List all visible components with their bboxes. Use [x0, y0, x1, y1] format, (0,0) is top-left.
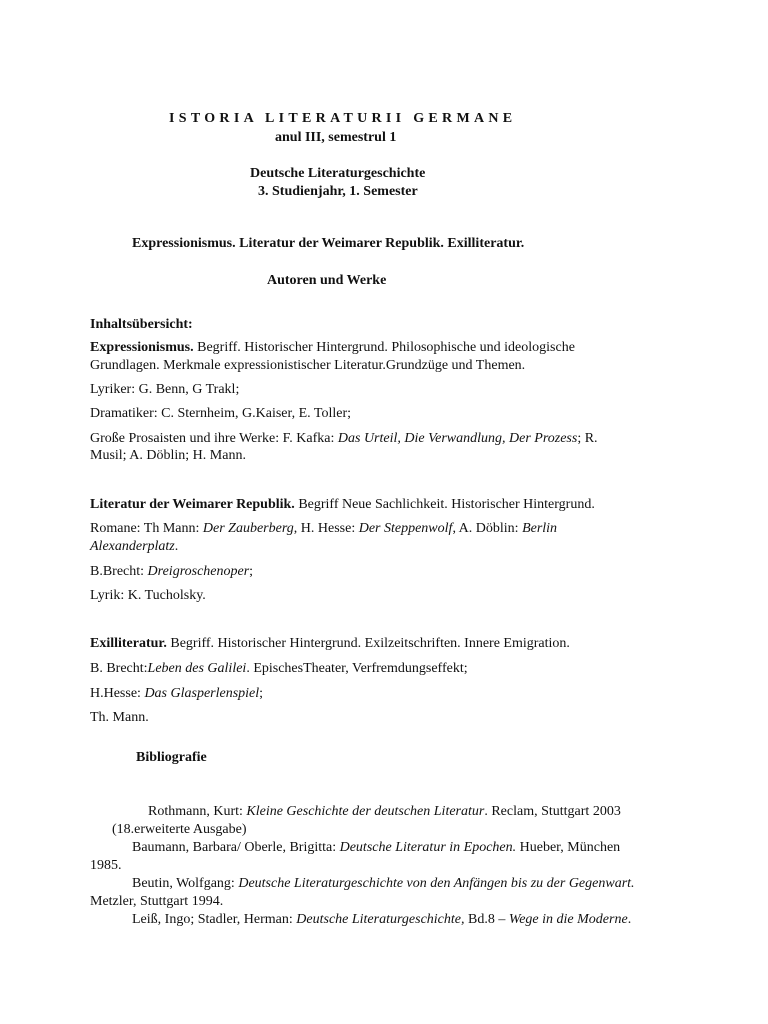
bib-4-author: Leiß, Ingo; Stadler, Herman: — [132, 912, 297, 927]
bib-1-title: Kleine Geschichte der deutschen Literatur — [246, 804, 485, 819]
exil-hesse-label: H.Hesse: — [90, 686, 145, 701]
bib-entry-4-line-1 — [132, 912, 631, 928]
weimar-desc: Begriff Neue Sachlichkeit. Historischer Hintergrund. — [294, 497, 595, 512]
bibliography-label: Bibliografie — [136, 750, 207, 765]
work-zauberberg: Der Zauberberg — [202, 521, 294, 536]
overview-label: Inhaltsübersicht: — [90, 317, 193, 332]
bib-3-title: Deutsche Literaturgeschichte von den Anfängen bis zu der Gegenwart. — [238, 876, 635, 891]
exil-mann: Th. Mann. — [90, 710, 149, 725]
bib-2-cont: 1985. — [90, 858, 122, 873]
document-subtitle: anul III, semestrul 1 — [275, 130, 397, 145]
work-berlin: Berlin — [522, 521, 558, 536]
expressionismus-desc-1: Begriff. Historischer Hintergrund. Philosophische und ideologische — [193, 340, 575, 355]
work-dreigroschenoper: Dreigroschenoper — [147, 564, 250, 579]
prosa-works: Das Urteil, Die Verwandlung, Der Prozess — [337, 431, 578, 446]
bib-entry-2-line-1 — [132, 840, 657, 856]
topic-heading: Expressionismus. Literatur der Weimarer Republik. Exilliteratur. — [132, 236, 525, 251]
romane-end: . — [174, 539, 179, 554]
expressionismus-term: Expressionismus. — [90, 340, 194, 355]
bib-3-cont: Metzler, Stuttgart 1994. — [90, 894, 224, 909]
prosa-prefix: Große Prosaisten und ihre Werke: F. Kafka: — [90, 431, 338, 446]
expressionismus-prosa-line-1 — [90, 430, 598, 448]
bib-1-cont: (18.erweiterte Ausgabe) — [112, 822, 247, 837]
bib-1-author: Rothmann, Kurt: — [148, 804, 247, 819]
weimar-romane-line-2 — [90, 538, 178, 556]
weimar-line-1 — [90, 496, 595, 514]
weimar-lyrik: Lyrik: K. Tucholsky. — [90, 588, 206, 603]
bib-4-end: . — [627, 912, 632, 927]
romane-doeblin: , A. Döblin: — [452, 521, 523, 536]
weimar-romane-line-1 — [90, 520, 557, 538]
bib-2-rest: Hueber, München — [516, 840, 621, 855]
exil-brecht-label: B. Brecht: — [90, 661, 148, 676]
bib-2-title: Deutsche Literatur in Epochen. — [339, 840, 517, 855]
expressionismus-desc-2: Grundlagen. Merkmale expressionistischer Literatur.Grundzüge und Themen. — [90, 358, 526, 373]
brecht-end: ; — [249, 564, 254, 579]
exil-line-1 — [90, 635, 570, 653]
exil-hesse — [90, 685, 263, 703]
bib-4-title2: Wege in die Moderne — [508, 912, 628, 927]
weimar-term: Literatur der Weimarer Republik. — [90, 497, 295, 512]
exil-hesse-end: ; — [259, 686, 264, 701]
expressionismus-dramatiker: Dramatiker: C. Sternheim, G.Kaiser, E. Toller; — [90, 406, 352, 421]
weimar-brecht — [90, 563, 253, 581]
topic-subheading: Autoren und Werke — [267, 273, 387, 288]
work-glasperlenspiel: Das Glasperlenspiel — [144, 686, 260, 701]
bib-4-title: Deutsche Literaturgeschichte, — [296, 912, 465, 927]
expressionismus-lyriker: Lyriker: G. Benn, G Trakl; — [90, 382, 240, 397]
work-galilei: Leben des Galilei — [147, 661, 247, 676]
brecht-label: B.Brecht: — [90, 564, 148, 579]
work-alexanderplatz: Alexanderplatz — [90, 539, 175, 554]
german-title: Deutsche Literaturgeschichte — [250, 166, 426, 181]
romane-hesse: , H. Hesse: — [293, 521, 359, 536]
exil-brecht — [90, 660, 468, 678]
document-title: ISTORIA LITERATURII GERMANE — [169, 111, 517, 126]
expressionismus-prosa-line-2: Musil; A. Döblin; H. Mann. — [90, 448, 246, 463]
prosa-suffix: ; R. — [577, 431, 598, 446]
bib-4-rest: Bd.8 – — [464, 912, 509, 927]
exil-term: Exilliteratur. — [90, 636, 167, 651]
bib-2-author: Baumann, Barbara/ Oberle, Brigitta: — [132, 840, 340, 855]
bib-1-rest: . Reclam, Stuttgart 2003 — [484, 804, 621, 819]
expressionismus-line-1 — [90, 339, 575, 357]
romane-label: Romane: Th Mann: — [90, 521, 203, 536]
bib-entry-1-line-1 — [148, 804, 664, 820]
german-subtitle: 3. Studienjahr, 1. Semester — [258, 184, 418, 199]
exil-brecht-rest: . EpischesTheater, Verfremdungseffekt; — [246, 661, 468, 676]
work-steppenwolf: Der Steppenwolf — [358, 521, 453, 536]
bib-1-author-title — [148, 804, 621, 820]
bib-entry-3-line-1 — [132, 876, 635, 892]
exil-desc: Begriff. Historischer Hintergrund. Exilzeitschriften. Innere Emigration. — [166, 636, 570, 651]
bib-3-author: Beutin, Wolfgang: — [132, 876, 239, 891]
